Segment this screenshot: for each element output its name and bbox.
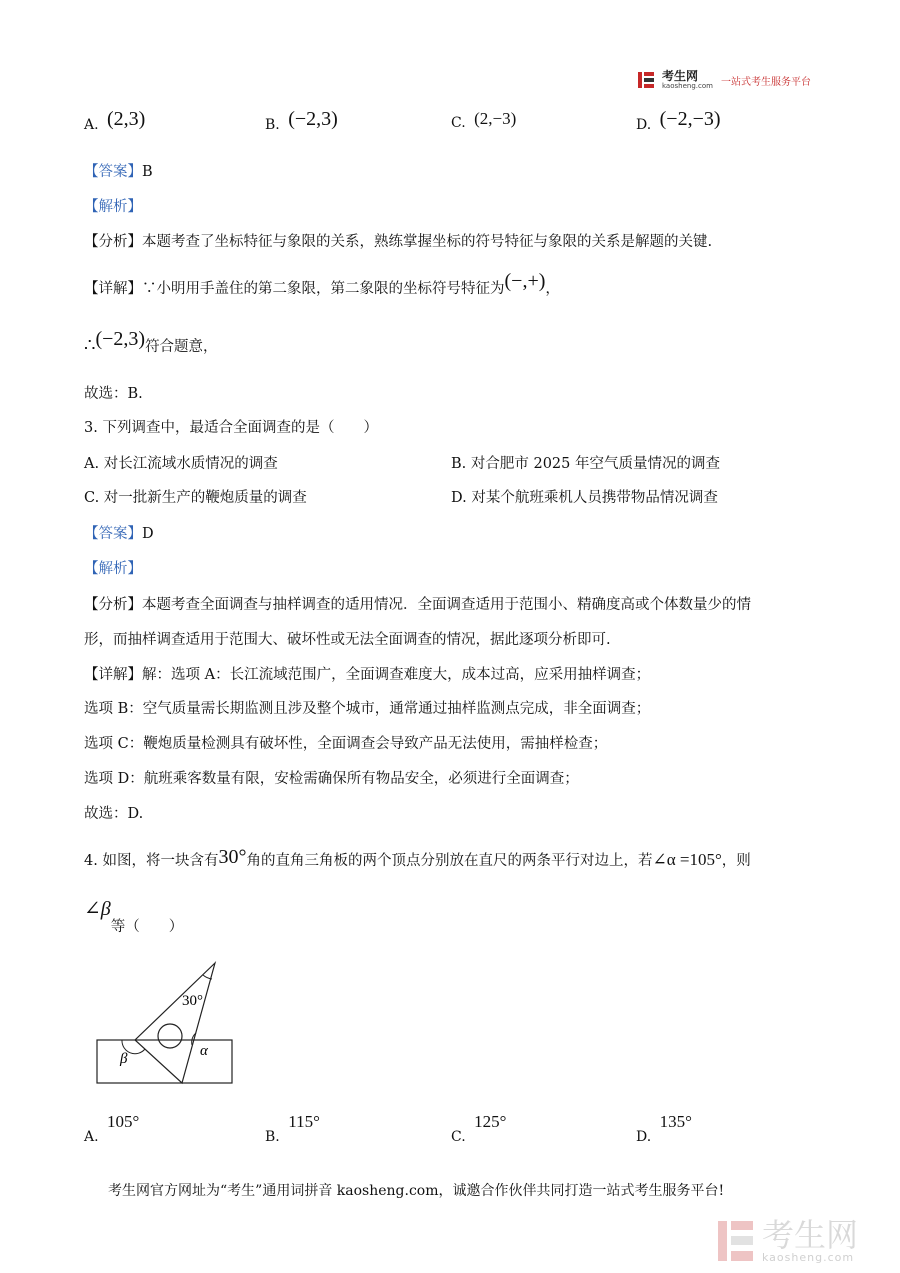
q3-option-a-letter: A.: [84, 456, 100, 472]
q4-option-b-value: 115°: [288, 1112, 320, 1131]
q3-detail-line-1: [84, 663, 650, 684]
q2-therefore-text: 符合题意，: [145, 339, 218, 355]
kaosheng-logo-icon: [636, 70, 656, 90]
watermark-logo-icon: [716, 1219, 756, 1263]
q3-answer: [84, 522, 154, 543]
q3-answer-tag: 【答案】: [84, 526, 142, 542]
header-logo-brand: 考生网: [662, 69, 699, 83]
q2-option-a-letter: A.: [84, 117, 99, 133]
q2-option-b-letter: B.: [265, 117, 280, 133]
q3-answer-value: D: [142, 526, 154, 542]
q3-choose: 故选：D.: [84, 806, 144, 822]
header-logo: [636, 70, 811, 90]
q2-option-a: [84, 108, 146, 135]
q2-detail-text: ∵小明用手盖住的第二象限，第二象限的坐标符号特征为: [142, 281, 505, 297]
q3-option-d-text: 对某个航班乘机人员携带物品情况调查: [471, 490, 718, 506]
q4-option-d-letter: D.: [636, 1129, 652, 1145]
q3-option-b-letter: B.: [451, 456, 467, 472]
q3-detail-line-3: 选项 C：鞭炮质量检测具有破坏性，全面调查会导致产品无法使用，需抽样检查；: [84, 736, 608, 752]
q4-stem-math-30: 30°: [218, 846, 247, 868]
header-logo-slogan: 一站式考生服务平台: [720, 76, 811, 88]
q2-analysis-text: 本题考查了坐标特征与象限的关系，熟练掌握坐标的符号特征与象限的关系是解题的关键.: [142, 234, 713, 250]
q3-option-d-letter: D.: [451, 490, 467, 506]
q2-option-b: [265, 108, 338, 135]
q2-jiexi-tag: 【解析】: [84, 199, 142, 215]
q3-option-b: [451, 452, 720, 473]
q2-detail-end: ，: [545, 281, 560, 297]
q2-detail: [84, 270, 560, 299]
q4-stem-text-2: 角的直角三角板的两个顶点分别放在直尺的两条平行对边上，若: [246, 853, 653, 869]
q2-option-c-value: (2,−3): [474, 109, 517, 128]
q3-option-c-text: 对一批新生产的鞭炮质量的调查: [103, 490, 307, 506]
q4-option-d-value: 135°: [659, 1112, 692, 1131]
q2-answer: [84, 160, 153, 181]
q2-detail-math: (−,+): [504, 270, 546, 292]
watermark: [716, 1218, 858, 1263]
q4-option-c: [451, 1112, 507, 1145]
q4-option-a-value: 105°: [107, 1112, 140, 1131]
q2-option-c-letter: C.: [451, 115, 466, 131]
q4-stem-text-4: 等（ ）: [110, 919, 184, 935]
q2-option-b-value: (−2,3): [288, 108, 338, 130]
q3-option-a: [84, 452, 278, 473]
q2-detail-tag: 【详解】: [84, 281, 142, 297]
footer-text: 考生网官方网址为“考生”通用词拼音 kaosheng.com，诚邀合作伙伴共同打造一站式考生服务平台!: [108, 1183, 725, 1199]
q2-therefore-math: (−2,3): [95, 328, 146, 350]
therefore-symbol: ∴: [84, 335, 96, 356]
watermark-brand: 考生网: [762, 1216, 859, 1254]
q4-figure: [90, 955, 250, 1090]
q4-option-b: [265, 1112, 320, 1145]
q4-option-a: [84, 1112, 140, 1145]
q2-therefore: [84, 328, 218, 357]
q3-analysis-line-1: [84, 593, 751, 614]
q3-detail-line-2: 选项 B：空气质量需长期监测且涉及整个城市，通常通过抽样监测点完成，非全面调查；: [84, 701, 651, 717]
triangle-hole-circle: [158, 1024, 182, 1048]
header-logo-text-group: [662, 70, 713, 90]
q3-option-c-letter: C.: [84, 490, 100, 506]
q4-stem-line-2: [84, 898, 184, 935]
q3-detail-line-4: 选项 D：航班乘客数量有限，安检需确保所有物品安全，必须进行全面调查；: [84, 771, 579, 787]
q3-stem: 3. 下列调查中，最适合全面调查的是（ ）: [84, 420, 378, 436]
q3-option-d: [451, 486, 718, 507]
watermark-text-group: [762, 1218, 858, 1263]
q4-beta-math: ∠β: [84, 898, 111, 920]
q2-option-d: [636, 108, 721, 135]
q2-analysis: [84, 230, 712, 251]
q3-option-a-text: 对长江流域水质情况的调查: [103, 456, 278, 472]
label-beta: β: [120, 1051, 128, 1067]
q2-answer-value: B: [142, 164, 153, 180]
watermark-domain: kaosheng.com: [762, 1251, 855, 1264]
q3-analysis-text-1: 本题考查全面调查与抽样调查的适用情况．全面调查适用于范围小、精确度高或个体数量少的情: [142, 597, 751, 613]
label-30-degree: 30°: [182, 993, 203, 1009]
q2-answer-tag: 【答案】: [84, 164, 142, 180]
q3-option-c: [84, 486, 307, 507]
q2-option-c: [451, 109, 517, 132]
label-alpha: α: [200, 1043, 208, 1059]
q3-analysis-tag: 【分析】: [84, 597, 142, 613]
q4-stem-line-1: [84, 848, 751, 871]
q4-stem-math-alpha: ∠α =105°: [652, 850, 722, 869]
triangle-ruler: [135, 963, 215, 1083]
q3-option-b-text: 对合肥市 2025 年空气质量情况的调查: [470, 456, 720, 472]
q4-option-b-letter: B.: [265, 1129, 280, 1145]
q2-option-d-value: (−2,−3): [659, 108, 721, 130]
q4-option-c-letter: C.: [451, 1129, 466, 1145]
q3-analysis-line-2: 形，而抽样调查适用于范围大、破坏性或无法全面调查的情况，据此逐项分析即可.: [84, 632, 611, 648]
q2-analysis-tag: 【分析】: [84, 234, 142, 250]
q2-option-d-letter: D.: [636, 117, 652, 133]
q4-option-c-value: 125°: [474, 1112, 507, 1131]
q4-stem-text-1: 4. 如图，将一块含有: [84, 853, 219, 869]
q4-option-a-letter: A.: [84, 1129, 99, 1145]
q2-option-a-value: (2,3): [107, 108, 146, 130]
q3-jiexi-tag: 【解析】: [84, 561, 142, 577]
q4-option-d: [636, 1112, 692, 1145]
q2-choose: 故选：B.: [84, 386, 143, 402]
header-logo-domain: kaosheng.com: [662, 82, 713, 90]
q3-detail-text-1: 解：选项 A：长江流域范围广，全面调查难度大，成本过高，应采用抽样调查；: [142, 667, 651, 683]
q3-detail-tag: 【详解】: [84, 667, 142, 683]
q4-stem-text-3: ，则: [721, 853, 751, 869]
